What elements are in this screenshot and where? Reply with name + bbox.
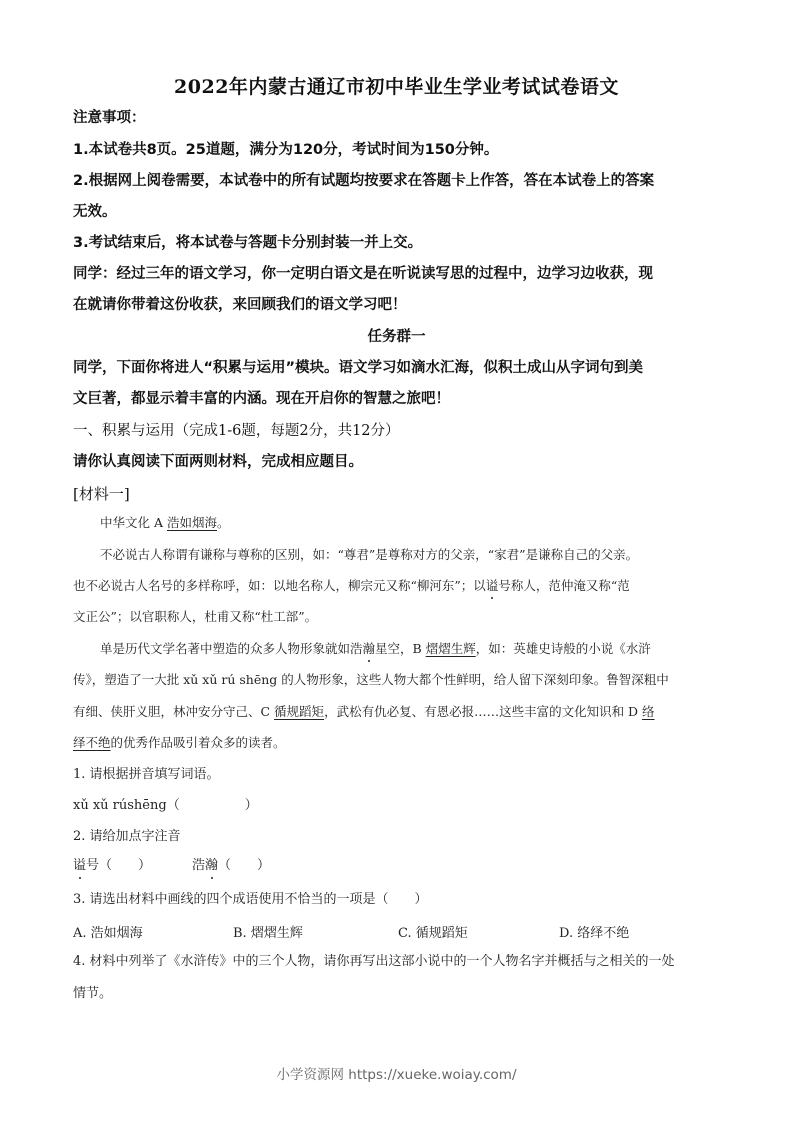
question-2-item-1 xyxy=(73,857,151,875)
p2-line2-b: 号称人，范仲淹又称“范 xyxy=(498,578,630,593)
question-2 xyxy=(73,828,181,846)
p1-prefix: 中华文化 A xyxy=(100,515,167,530)
material-1-p2-line-1: 不必说古人称谓有谦称与尊称的区别，如：“尊君”是尊称对方的父亲，“家君”是谦称自己的父亲。 xyxy=(100,547,639,562)
question-2-item-2 xyxy=(192,857,270,875)
instruction: 请你认真阅读下面两则材料，完成相应题目。 xyxy=(73,454,363,470)
dotted-char: 谥 xyxy=(73,858,87,873)
question-number: 3. xyxy=(73,892,86,907)
p3-line4-b: 的优秀作品吸引着众多的读者。 xyxy=(110,735,286,750)
question-text: 材料中列举了《水浒传》中的三个人物，请你再写出这部小说中的一个人物名字并概括与之相关的一处 xyxy=(89,954,675,969)
question-1-answer: xǔ xǔ rúshēng（ ） xyxy=(73,798,258,813)
task-group-heading: 任务群一 xyxy=(367,329,426,345)
question-number: 2. xyxy=(73,829,86,844)
material-1-p3-line-4 xyxy=(73,734,733,752)
footer-watermark: 小学资源网 https://xueke.woiay.com/ xyxy=(276,1067,517,1083)
notice-item-3: 3.考试结束后，将本试卷与答题卡分别封装一并上交。 xyxy=(73,235,423,251)
option-d: D. 络绎不绝 xyxy=(559,926,630,941)
option-c: C. 循规蹈矩 xyxy=(398,926,468,941)
p3-line1-c: ，如：英雄史诗般的小说《水浒 xyxy=(475,641,651,656)
p3-line1-b: 星空，B xyxy=(375,641,426,656)
material-1-p3-line-2: 传》，塑造了一大批 xǔ xǔ rú shēng 的人物形象，这些人物大都个性鲜明，给人留下深刻印象。鲁智深粗中 xyxy=(73,672,669,687)
material-1-p3-line-1 xyxy=(100,640,760,658)
plain-char: 浩 xyxy=(192,858,206,873)
module-intro-line-1: 同学，下面你将进人“积累与运用”模块。语文学习如滴水汇海，似积土成山从字词句到美 xyxy=(73,360,644,376)
answer-blank: （ ） xyxy=(218,858,271,873)
question-4-cont: 情节。 xyxy=(73,986,113,1001)
p1-suffix: 。 xyxy=(217,515,230,530)
page-title: 2022年内蒙古通辽市初中毕业生学业考试试卷语文 xyxy=(174,76,619,98)
question-3 xyxy=(73,891,428,909)
underlined-idiom-d-start: 络 xyxy=(642,704,655,719)
question-number: 4. xyxy=(73,954,86,969)
dotted-char: 瀚 xyxy=(362,641,376,656)
material-1-p3-line-3 xyxy=(73,703,733,721)
dotted-char: 谥 xyxy=(485,578,499,593)
notice-item-1: 1.本试卷共8页。25道题，满分为120分，考试时间为150分钟。 xyxy=(73,142,499,158)
notice-heading: 注意事项： xyxy=(73,110,146,126)
question-1 xyxy=(73,766,220,784)
section-heading: 一、积累与运用（完成1-6题，每题2分，共12分） xyxy=(73,423,400,439)
intro-line-1: 同学：经过三年的语文学习，你一定明白语文是在听说读写思的过程中，边学习边收获，现 xyxy=(73,266,653,282)
answer-blank: 号（ ） xyxy=(86,858,152,873)
p3-line3-b: ，武松有仇必复、有恩必报……这些丰富的文化知识和 D xyxy=(324,704,643,719)
material-1-p2-line-2 xyxy=(73,577,733,595)
notice-item-2-cont: 无效。 xyxy=(73,204,117,220)
underlined-idiom-d-end: 绎不绝 xyxy=(73,735,111,750)
question-text: 请选出材料中画线的四个成语使用不恰当的一项是（ ） xyxy=(89,892,428,907)
question-text: 请给加点字注音 xyxy=(89,829,181,844)
p2-line2-a: 也不必说古人名号的多样称呼，如：以地名称人，柳宗元又称“柳河东”；以 xyxy=(73,578,486,593)
question-number: 1. xyxy=(73,767,86,782)
notice-item-2: 2.根据网上阅卷需要，本试卷中的所有试题均按要求在答题卡上作答，答在本试卷上的答案 xyxy=(73,173,655,189)
intro-line-2: 在就请你带着这份收获，来回顾我们的语文学习吧！ xyxy=(73,297,407,313)
option-b: B. 熠熠生辉 xyxy=(233,926,303,941)
underlined-idiom-c: 循规蹈矩 xyxy=(274,704,325,719)
underlined-idiom-a: 浩如烟海 xyxy=(166,515,217,530)
dotted-char: 瀚 xyxy=(205,858,219,873)
material-1-paragraph-1 xyxy=(100,514,760,532)
p3-line1-a: 单是历代文学名著中塑造的众多人物形象就如浩 xyxy=(100,641,363,656)
question-4 xyxy=(73,953,675,971)
question-text: 请根据拼音填写词语。 xyxy=(89,767,220,782)
p3-line3-a: 有细、侠肝义胆，林冲安分守己、C xyxy=(73,704,275,719)
option-a: A. 浩如烟海 xyxy=(73,926,143,941)
material-1-p2-line-3: 文正公”；以官职称人，杜甫又称“杜工部”。 xyxy=(73,609,318,624)
underlined-idiom-b: 熠熠生辉 xyxy=(425,641,476,656)
module-intro-line-2: 文巨著，都显示着丰富的内涵。现在开启你的智慧之旅吧！ xyxy=(73,391,450,407)
material-1-label: [材料一] xyxy=(73,485,130,503)
